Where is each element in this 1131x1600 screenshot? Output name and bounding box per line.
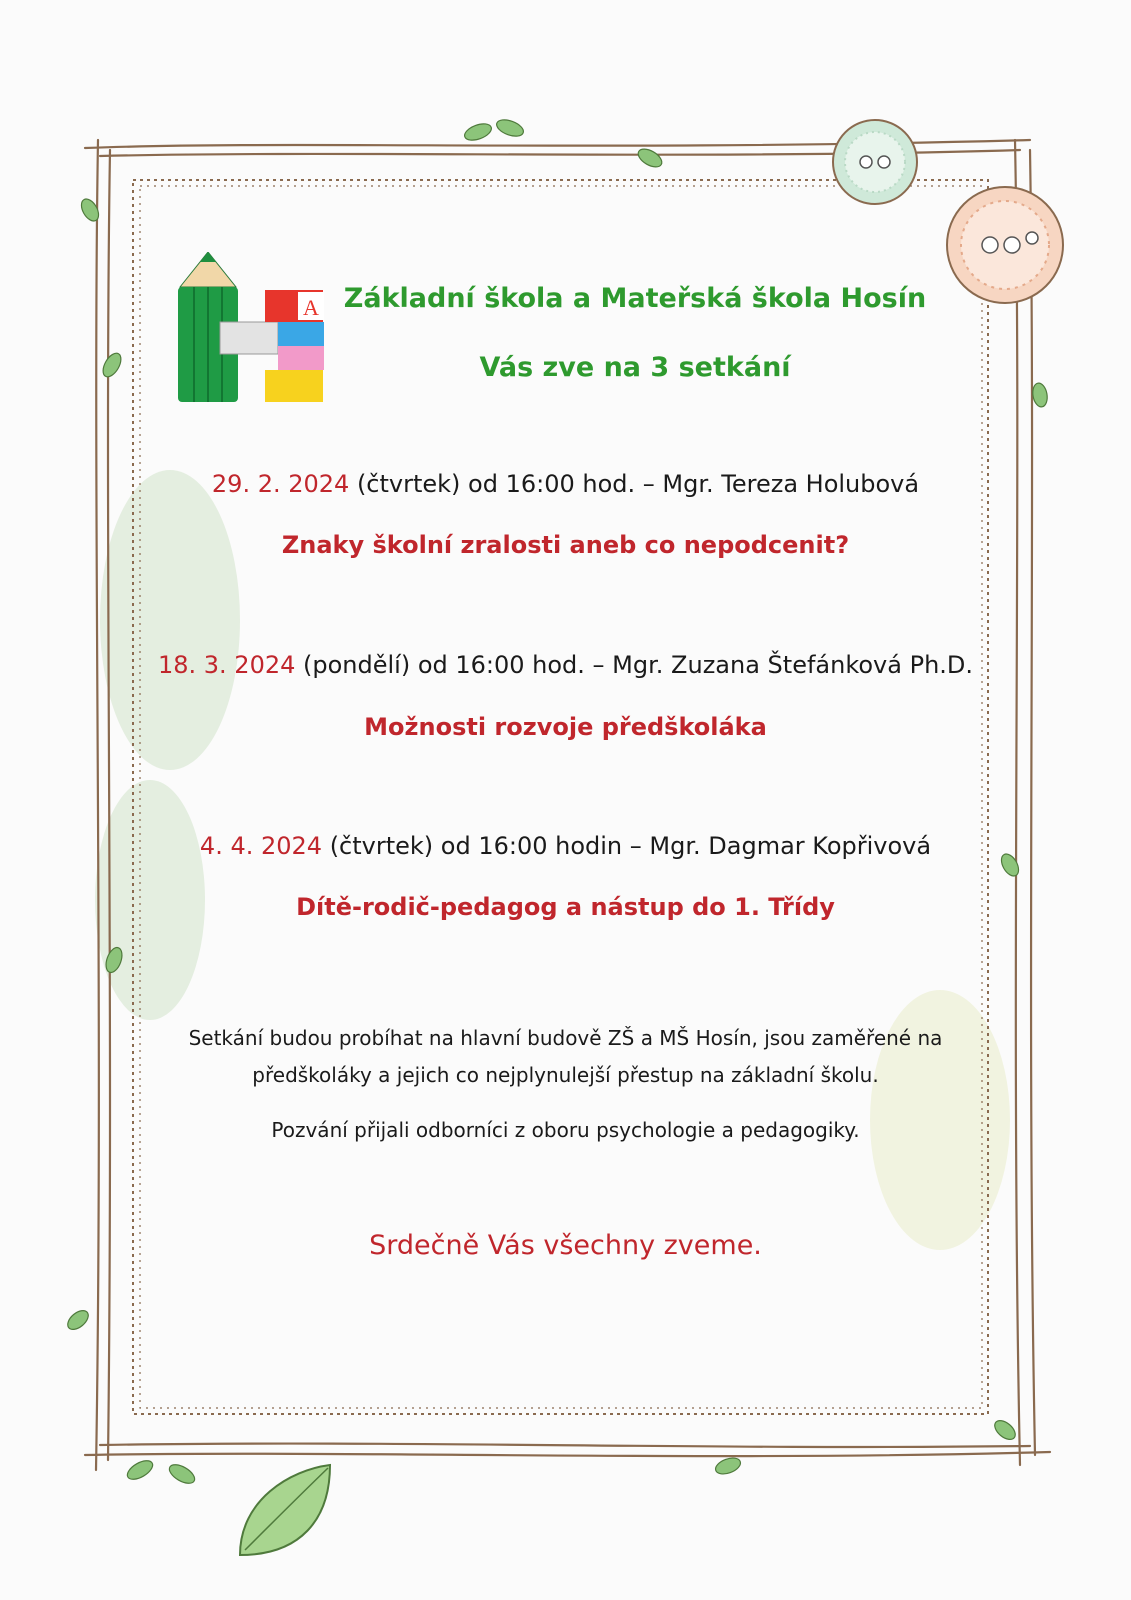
event-1-title: Znaky školní zralosti aneb co nepodcenit? [281, 531, 850, 559]
info-line-1: Setkání budou probíhat na hlavní budově ZŠ a MŠ Hosín, jsou zaměřené na [188, 1026, 943, 1050]
event-3-title: Dítě-rodič-pedagog a nástup do 1. Třídy [296, 893, 835, 921]
event-1-details: (čtvrtek) od 16:00 hod. – Mgr. Tereza Holubová [349, 470, 920, 498]
event-1-date: 29. 2. 2024 [211, 470, 350, 498]
event-2-title: Možnosti rozvoje předškoláka [364, 713, 767, 741]
info-line-3: Pozvání přijali odborníci z oboru psychologie a pedagogiky. [271, 1118, 860, 1142]
logo-letter: A [303, 295, 319, 320]
large-leaf-decoration [240, 1465, 330, 1555]
event-2-line [0, 651, 1131, 679]
event-2-date: 18. 3. 2024 [157, 651, 296, 679]
donut-decoration-large [947, 187, 1063, 303]
event-3-line [0, 832, 1131, 860]
invitation-heading: Vás zve na 3 setkání [479, 352, 791, 383]
school-logo [170, 252, 330, 412]
donut-decoration-small [833, 120, 917, 204]
school-name-heading: Základní škola a Mateřská škola Hosín [343, 283, 927, 314]
event-3-details: (čtvrtek) od 16:00 hodin – Mgr. Dagmar Kopřivová [322, 832, 932, 860]
info-line-2: předškoláky a jejich co nejplynulejší přestup na základní školu. [252, 1063, 879, 1087]
closing-line: Srdečně Vás všechny zveme. [369, 1230, 762, 1261]
event-1-line [0, 470, 1131, 498]
event-2-details: (pondělí) od 16:00 hod. – Mgr. Zuzana Štefánková Ph.D. [295, 651, 974, 679]
event-3-date: 4. 4. 2024 [199, 832, 323, 860]
